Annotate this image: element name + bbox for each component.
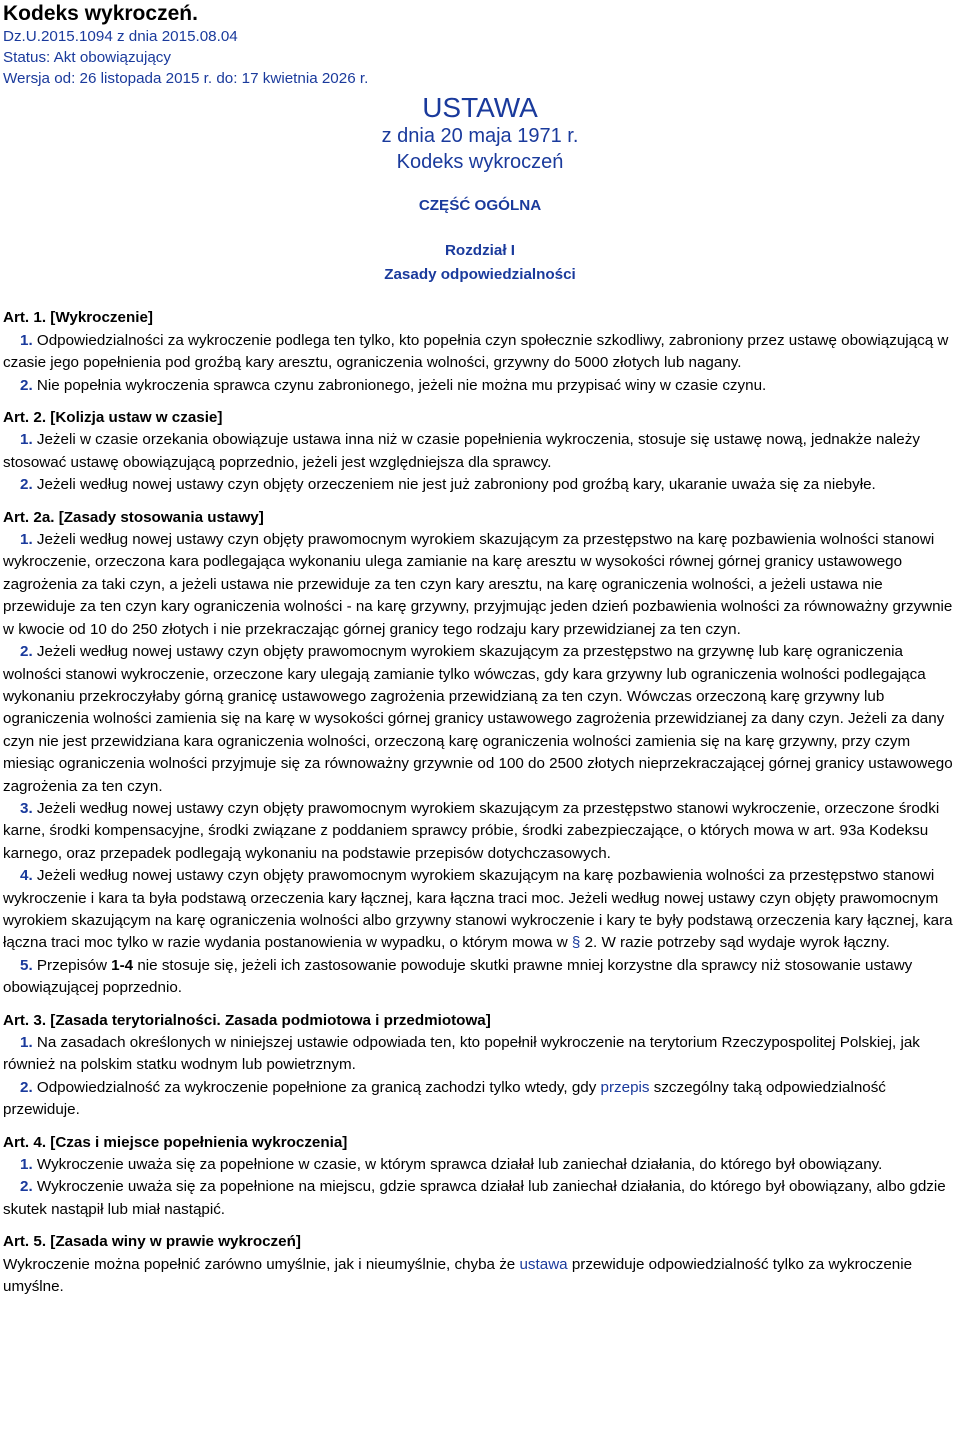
article-paragraph <box>3 330 957 375</box>
article-spacer <box>3 1221 957 1231</box>
article-paragraph <box>3 1154 957 1176</box>
article-spacer <box>3 1298 957 1308</box>
paragraph-number: 2. <box>20 643 33 661</box>
journal-reference: Dz.U.2015.1094 z dnia 2015.08.04 <box>3 28 238 45</box>
article-spacer <box>3 397 957 407</box>
paragraph-text: Jeżeli według nowej ustawy czyn objęty prawomocnym wyrokiem skazującym na karę pozbawienia wolności za przestępstwo stanowi wykroczenie i kara ta była podstawą orzeczenia kary łącznej, kara łączna traci moc. Jeżeli według nowej ustawy czyn objęty prawomocnym wyrokiem skazującym na karę ograniczenia wolności albo grzywny stanowi wykroczenie i kary te były podstawą orzeczenia kary łącznej, kara łączna traci moc tylko w razie wydania postanowienia w wypadku, o którym mowa w <box>3 867 953 952</box>
paragraph-text: Wykroczenie uważa się za popełnione na miejscu, gdzie sprawca działał lub zaniechał działania, do którego był obowiązany, albo gdzie skutek nastąpił lub miał nastąpić. <box>3 1178 946 1218</box>
status-line: Status: Akt obowiązujący <box>3 49 171 66</box>
paragraph-text: Wykroczenie można popełnić zarówno umyślnie, jak i nieumyślnie, chyba że <box>3 1255 520 1273</box>
article-paragraph <box>3 955 957 1000</box>
paragraph-range-reference: 1-4 <box>111 956 134 974</box>
paragraph-number: 1. <box>20 331 33 349</box>
paragraph-text-continued: 2. W razie potrzeby sąd wydaje wyrok łączny. <box>580 934 890 952</box>
paragraph-number: 2. <box>20 1078 33 1096</box>
article-paragraph <box>3 865 957 955</box>
article-paragraph <box>3 474 957 496</box>
article-spacer <box>3 1000 957 1010</box>
paragraph-number: 1. <box>20 1156 33 1174</box>
paragraph-text-continued: szczególny taką odpowiedzialność przewiduje. <box>3 1078 886 1119</box>
section-reference-link[interactable]: § <box>571 934 581 952</box>
article-paragraph <box>3 1176 957 1221</box>
paragraph-text-continued: przewiduje odpowiedzialność tylko za wykroczenie umyślne. <box>3 1255 913 1296</box>
act-type: USTAWA <box>422 92 538 123</box>
paragraph-number: 2. <box>20 1178 33 1196</box>
chapter-title: Zasady odpowiedzialności <box>384 266 576 284</box>
legal-reference-link[interactable]: przepis <box>600 1078 650 1096</box>
article-title: Art. 5. [Zasada winy w prawie wykroczeń] <box>3 1233 301 1251</box>
article-title: Art. 2. [Kolizja ustaw w czasie] <box>3 409 223 427</box>
chapter-number: Rozdział I <box>444 242 516 260</box>
paragraph-text: Jeżeli według nowej ustawy czyn objęty prawomocnym wyrokiem skazującym za przestępstwo na karę pozbawienia wolności stanowi wykroczenie, orzeczona kara podlegająca wykonaniu ulega zamianie na karę aresztu w wysokości równej górnej granicy ustawowego zagrożenia za taki czyn, a jeżeli ustawa nie przewiduje za ten czyn kary aresztu, na karę ograniczenia wolności, a jeżeli ustawa nie przewiduje za ten czyn kary ograniczenia wolności - na karę grzywny, przyjmując jeden dzień pozbawienia wolności za równoważny grzywnie w kwocie od 10 do 250 złotych i nie przekraczając górnej granicy tego rodzaju kary przewidzianej za ten czyn. <box>3 531 953 638</box>
paragraph-text: Przepisów <box>32 956 112 974</box>
paragraph-text: Jeżeli według nowej ustawy czyn objęty prawomocnym wyrokiem skazującym za przestępstwo stanowi wykroczenie, orzeczone środki karne, środki kompensacyjne, środki związane z poddaniem sprawcy próbie, środki zabezpieczające, o których mowa w art. 93a Kodeksu karnego, oraz przepadek podlegają wykonaniu na podstawie przepisów dotychczasowych. <box>3 799 940 862</box>
article-title: Art. 2a. [Zasady stosowania ustawy] <box>3 508 264 526</box>
paragraph-text: Jeżeli według nowej ustawy czyn objęty orzeczeniem nie jest już zabroniony pod groźbą kary, ukaranie uważa się za niebyłe. <box>32 476 876 494</box>
paragraph-text: Wykroczenie uważa się za popełnione w czasie, w którym sprawca działał lub zaniechał działania, do którego był obowiązany. <box>32 1156 883 1174</box>
paragraph-number: 3. <box>20 799 33 817</box>
article-title: Art. 1. [Wykroczenie] <box>3 309 153 327</box>
paragraph-text: Jeżeli w czasie orzekania obowiązuje ustawa inna niż w czasie popełnienia wykroczenia, stosuje się ustawę nową, jednakże należy stosować ustawę obowiązującą poprzednio, jeżeli jest względniejsza dla sprawcy. <box>3 431 920 471</box>
paragraph-text: Odpowiedzialności za wykroczenie podlega ten tylko, kto popełnia czyn społecznie szkodliwy, zabroniony przez ustawę obowiązującą w czasie jego popełnienia pod groźbą kary aresztu, ograniczenia wolności, grzywny do 5000 złotych lub nagany. <box>3 331 949 372</box>
paragraph-number: 4. <box>20 867 33 885</box>
article-paragraph <box>3 798 957 865</box>
document-title: Kodeks wykroczeń. <box>3 2 198 25</box>
act-name: Kodeks wykroczeń <box>396 151 564 173</box>
article-paragraph <box>3 641 957 798</box>
article-paragraph <box>3 1254 957 1299</box>
paragraph-text: Odpowiedzialność za wykroczenie popełnione za granicą zachodzi tylko wtedy, gdy <box>32 1078 601 1096</box>
chapter-heading <box>3 239 957 287</box>
article-paragraph <box>3 375 957 397</box>
legal-reference-link[interactable]: ustawa <box>519 1255 568 1273</box>
paragraph-number: 1. <box>20 531 33 549</box>
article-title: Art. 4. [Czas i miejsce popełnienia wykroczenia] <box>3 1133 348 1151</box>
article-title: Art. 3. [Zasada terytorialności. Zasada podmiotowa i przedmiotowa] <box>3 1011 491 1029</box>
article-paragraph <box>3 529 957 641</box>
paragraph-number: 2. <box>20 376 33 394</box>
act-date: z dnia 20 maja 1971 r. <box>381 125 579 147</box>
paragraph-number: 5. <box>20 956 33 974</box>
paragraph-number: 1. <box>20 431 33 449</box>
article-spacer <box>3 497 957 507</box>
paragraph-text: Nie popełnia wykroczenia sprawca czynu zabronionego, jeżeli nie można mu przypisać winy w czasie czynu. <box>32 376 767 394</box>
article-spacer <box>3 1122 957 1132</box>
article-paragraph <box>3 429 957 474</box>
paragraph-text-continued: nie stosuje się, jeżeli ich zastosowanie powoduje skutki prawne mniej korzystne dla sprawcy niż stosowanie ustawy obowiązującej poprzednio. <box>3 956 913 997</box>
article-paragraph <box>3 1032 957 1077</box>
paragraph-number: 2. <box>20 476 33 494</box>
paragraph-text: Jeżeli według nowej ustawy czyn objęty prawomocnym wyrokiem skazującym za przestępstwo na grzywnę lub karę ograniczenia wolności stanowi wykroczenie, orzeczone kary ulegają zamianie tylko wówczas, gdy kara grzywny lub ograniczenia wolności podlegająca wykonaniu przekroczyłaby górną granicę ustawowego zagrożenia przewidzianą za ten czyn. Wówczas orzeczoną karę grzywny lub ograniczenia wolności zamienia się na karę w wysokości górnej granicy ustawowego zagrożenia przewidzianej za dany czyn. Jeżeli za dany czyn nie jest przewidziana kara ograniczenia wolności, orzeczoną karę ograniczenia wolności zamienia się na karę grzywny, przy czym miesiąc ograniczenia wolności przyjmuje się za równoważny grzywnie od 100 do 2500 złotych nieprzekraczającej górnej granicy ustawowego zagrożenia za ten czyn. <box>3 643 953 795</box>
paragraph-text: Na zasadach określonych w niniejszej ustawie odpowiada ten, kto popełnił wykroczenie na terytorium Rzeczypospolitej Polskiej, jak również na polskim statku wodnym lub powietrznym. <box>3 1034 920 1074</box>
part-heading: CZĘŚĆ OGÓLNA <box>418 197 542 214</box>
article-paragraph <box>3 1077 957 1122</box>
articles-list <box>3 307 957 1308</box>
version-line: Wersja od: 26 listopada 2015 r. do: 17 kwietnia 2026 r. <box>3 70 369 87</box>
paragraph-number: 1. <box>20 1034 33 1051</box>
